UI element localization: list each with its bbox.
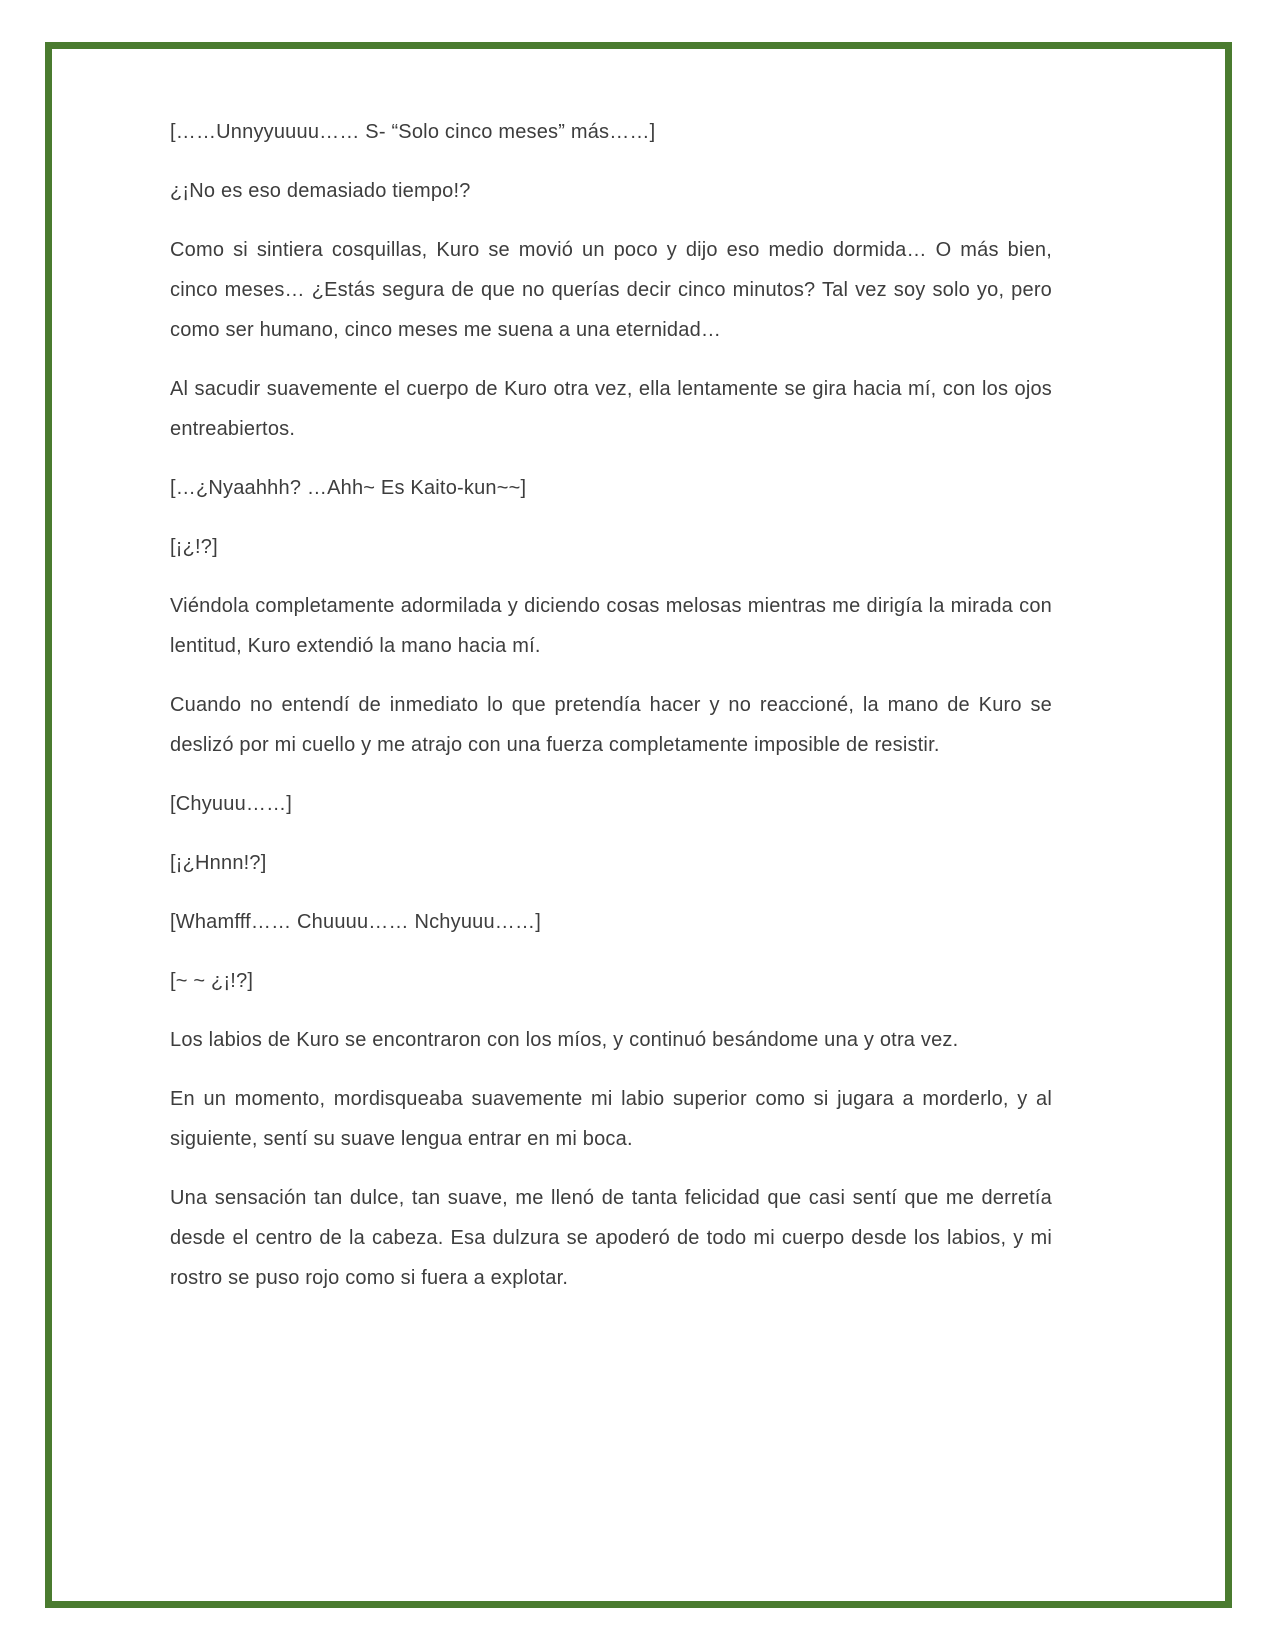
paragraph-sfx-line: [Whamfff…… Chuuuu…… Nchyuuu……]: [170, 911, 541, 933]
document-body: [170, 112, 1052, 1317]
paragraph-sfx-line: [……Unnyyuuuu…… S- “Solo cinco meses” más……]: [170, 121, 656, 143]
paragraph-sfx-line: [~ ~ ¿¡!?]: [170, 970, 254, 992]
paragraph: En un momento, mordisqueaba suavemente mi labio superior como si jugara a morderlo, y al siguiente, sentí su suave lengua entrar en mi boca.: [170, 1088, 1052, 1150]
paragraph-sfx-line: [¡¿Hnnn!?]: [170, 852, 267, 874]
paragraph: Los labios de Kuro se encontraron con los míos, y continuó besándome una y otra vez.: [170, 1029, 959, 1051]
paragraph: Como si sintiera cosquillas, Kuro se movió un poco y dijo eso medio dormida… O más bien, cinco meses… ¿Estás segura de que no querías decir cinco minutos? Tal vez soy solo yo, pero como ser humano, cinco meses me suena a una eternidad…: [170, 239, 1052, 341]
paragraph: Una sensación tan dulce, tan suave, me llenó de tanta felicidad que casi sentí que me derretía desde el centro de la cabeza. Esa dulzura se apoderó de todo mi cuerpo desde los labios, y mi rostro se puso rojo como si fuera a explotar.: [170, 1187, 1052, 1289]
paragraph-sfx-line: [Chyuuu……]: [170, 793, 293, 815]
paragraph: ¿¡No es eso demasiado tiempo!?: [170, 180, 471, 202]
paragraph: Viéndola completamente adormilada y diciendo cosas melosas mientras me dirigía la mirada con lentitud, Kuro extendió la mano hacia mí.: [170, 595, 1052, 657]
paragraph-dialogue-line: […¿Nyaahhh? …Ahh~ Es Kaito-kun~~]: [170, 477, 527, 499]
paragraph: Cuando no entendí de inmediato lo que pretendía hacer y no reaccioné, la mano de Kuro se deslizó por mi cuello y me atrajo con una fuerza completamente imposible de resistir.: [170, 694, 1052, 756]
paragraph-dialogue-line: [¡¿!?]: [170, 536, 218, 558]
paragraph: Al sacudir suavemente el cuerpo de Kuro otra vez, ella lentamente se gira hacia mí, con los ojos entreabiertos.: [170, 378, 1052, 440]
